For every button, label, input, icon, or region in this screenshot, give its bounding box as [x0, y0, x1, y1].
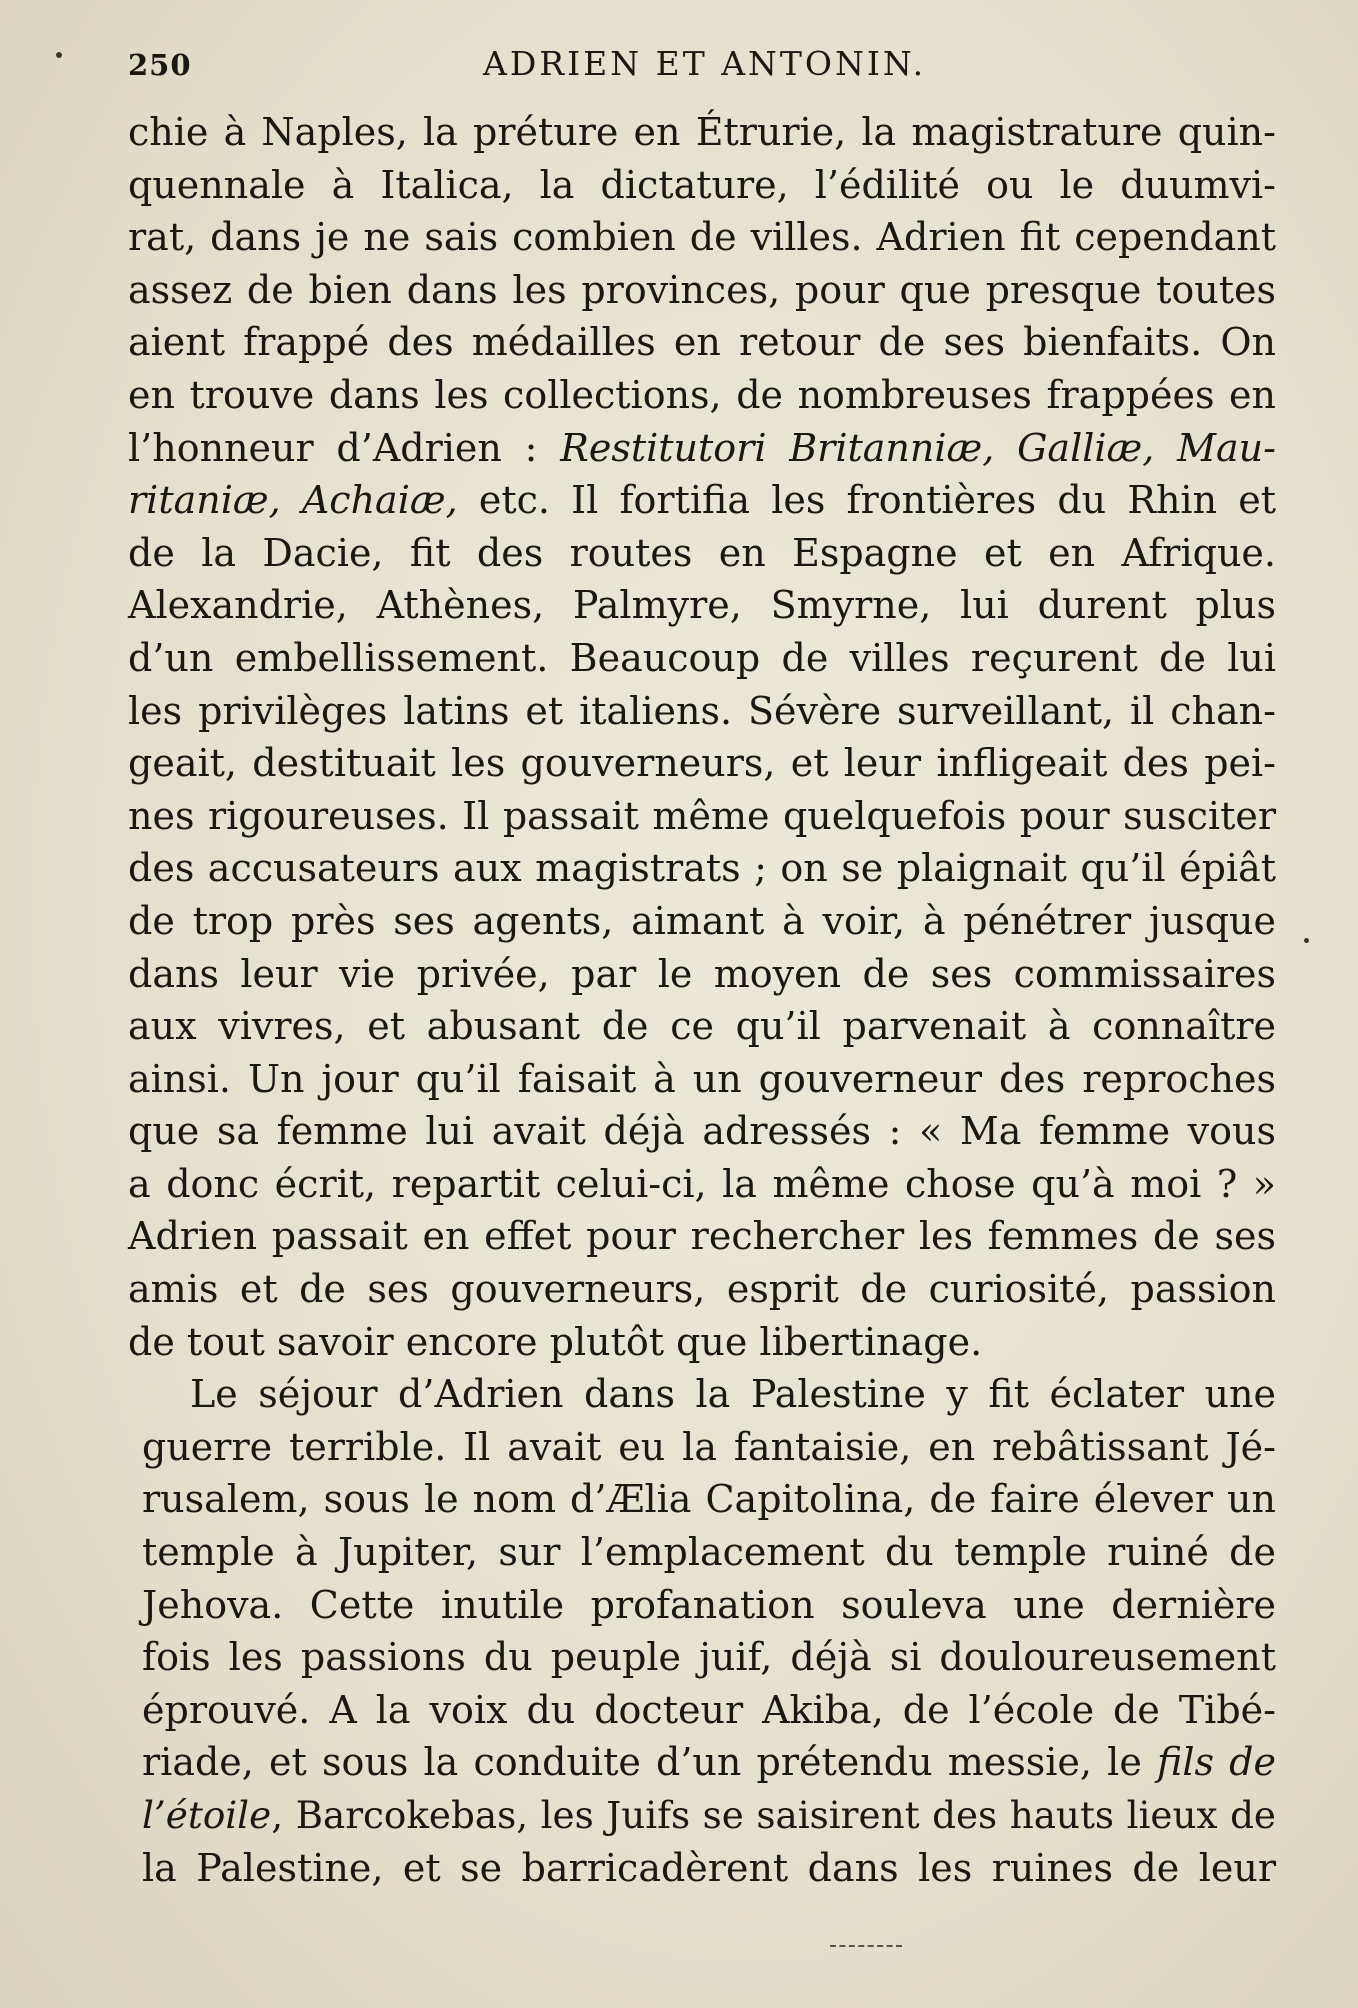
text-line: dans leur vie privée, par le moyen de ses commissaires [128, 951, 1276, 996]
text-line: rat, dans je ne sais combien de villes. Adrien fit cependant [128, 215, 1276, 260]
text-line: Adrien passait en effet pour rechercher les femmes de ses [128, 1214, 1276, 1259]
italic-epithet-cont: l’étoile [142, 1793, 272, 1837]
body-text [128, 106, 1276, 1894]
italic-latin-dedication: Restitutori Britanniæ, Galliæ, Mau- [560, 425, 1276, 470]
italic-epithet: fils de [1157, 1740, 1276, 1785]
text-line: geait, destituait les gouverneurs, et leur infligeait des pei- [128, 741, 1276, 786]
text-line: a donc écrit, repartit celui-ci, la même chose qu’à moi ? » [128, 1161, 1276, 1206]
text-line: Jehova. Cette inutile profanation souleva une dernière [142, 1582, 1276, 1627]
text-line: que sa femme lui avait déjà adressés : « Ma femme vous [128, 1109, 1276, 1154]
text-line: la Palestine, et se barricadèrent dans les ruines de leur [142, 1845, 1276, 1890]
text-line: d’un embellissement. Beaucoup de villes reçurent de lui [128, 635, 1276, 680]
text-line: des accusateurs aux magistrats ; on se plaignait qu’il épiât [128, 846, 1276, 891]
running-head: ADRIEN ET ANTONIN. [483, 44, 927, 83]
text-line: rusalem, sous le nom d’Ælia Capitolina, de faire élever un [142, 1477, 1276, 1522]
footer-dash-mark [830, 1945, 902, 1950]
page-header [128, 44, 1278, 94]
text-line: éprouvé. A la voix du docteur Akiba, de l’école de Tibé- [142, 1687, 1276, 1732]
text-line: de la Dacie, fit des routes en Espagne et en Afrique. [128, 530, 1276, 575]
text-line-with-italic [128, 1789, 1276, 1842]
text-line: aux vivres, et abusant de ce qu’il parvenait à connaître [128, 1004, 1276, 1049]
text-line: nes rigoureuses. Il passait même quelquefois pour susciter [128, 793, 1276, 838]
text-line: en trouve dans les collections, de nombreuses frappées en [128, 372, 1276, 417]
text-fragment: l’honneur d’Adrien : [128, 425, 561, 470]
text-line: assez de bien dans les provinces, pour que presque toutes [128, 267, 1276, 312]
text-line: quennale à Italica, la dictature, l’édilité ou le duumvi- [128, 162, 1276, 207]
text-line: Le séjour d’Adrien dans la Palestine y fit éclater une [190, 1372, 1276, 1417]
paper-speck [56, 52, 62, 58]
text-line: fois les passions du peuple juif, déjà si douloureusement [142, 1635, 1276, 1680]
text-line: chie à Naples, la préture en Étrurie, la magistrature quin- [128, 110, 1276, 154]
page-number: 250 [128, 48, 192, 82]
text-fragment: etc. Il fortifia les frontières du Rhin et [457, 478, 1276, 523]
text-line: guerre terrible. Il avait eu la fantaisie, en rebâtissant Jé- [142, 1424, 1276, 1469]
text-line: ainsi. Un jour qu’il faisait à un gouverneur des reproches [128, 1056, 1276, 1101]
text-line: aient frappé des médailles en retour de ses bienfaits. On [128, 320, 1276, 365]
text-line: temple à Jupiter, sur l’emplacement du temple ruiné de [142, 1530, 1276, 1575]
text-line: de trop près ses agents, aimant à voir, à pénétrer jusque [128, 898, 1276, 943]
text-line-with-italic [128, 1736, 1276, 1789]
text-line-with-italic [128, 474, 1276, 527]
text-line: de tout savoir encore plutôt que libertinage. [128, 1319, 983, 1364]
italic-latin-dedication-cont: ritaniæ, Achaiæ, [128, 478, 458, 523]
text-fragment: , Barcokebas, les Juifs se saisirent des hauts lieux de [271, 1793, 1276, 1837]
text-line: Alexandrie, Athènes, Palmyre, Smyrne, lui durent plus [128, 583, 1276, 628]
text-line: les privilèges latins et italiens. Sévère surveillant, il chan- [128, 688, 1276, 733]
paper-speck [1304, 938, 1309, 943]
text-fragment: riade, et sous la conduite d’un prétendu messie, le [142, 1740, 1157, 1785]
text-line: amis et de ses gouverneurs, esprit de curiosité, passion [128, 1267, 1276, 1312]
text-line-with-italic [128, 422, 1276, 475]
